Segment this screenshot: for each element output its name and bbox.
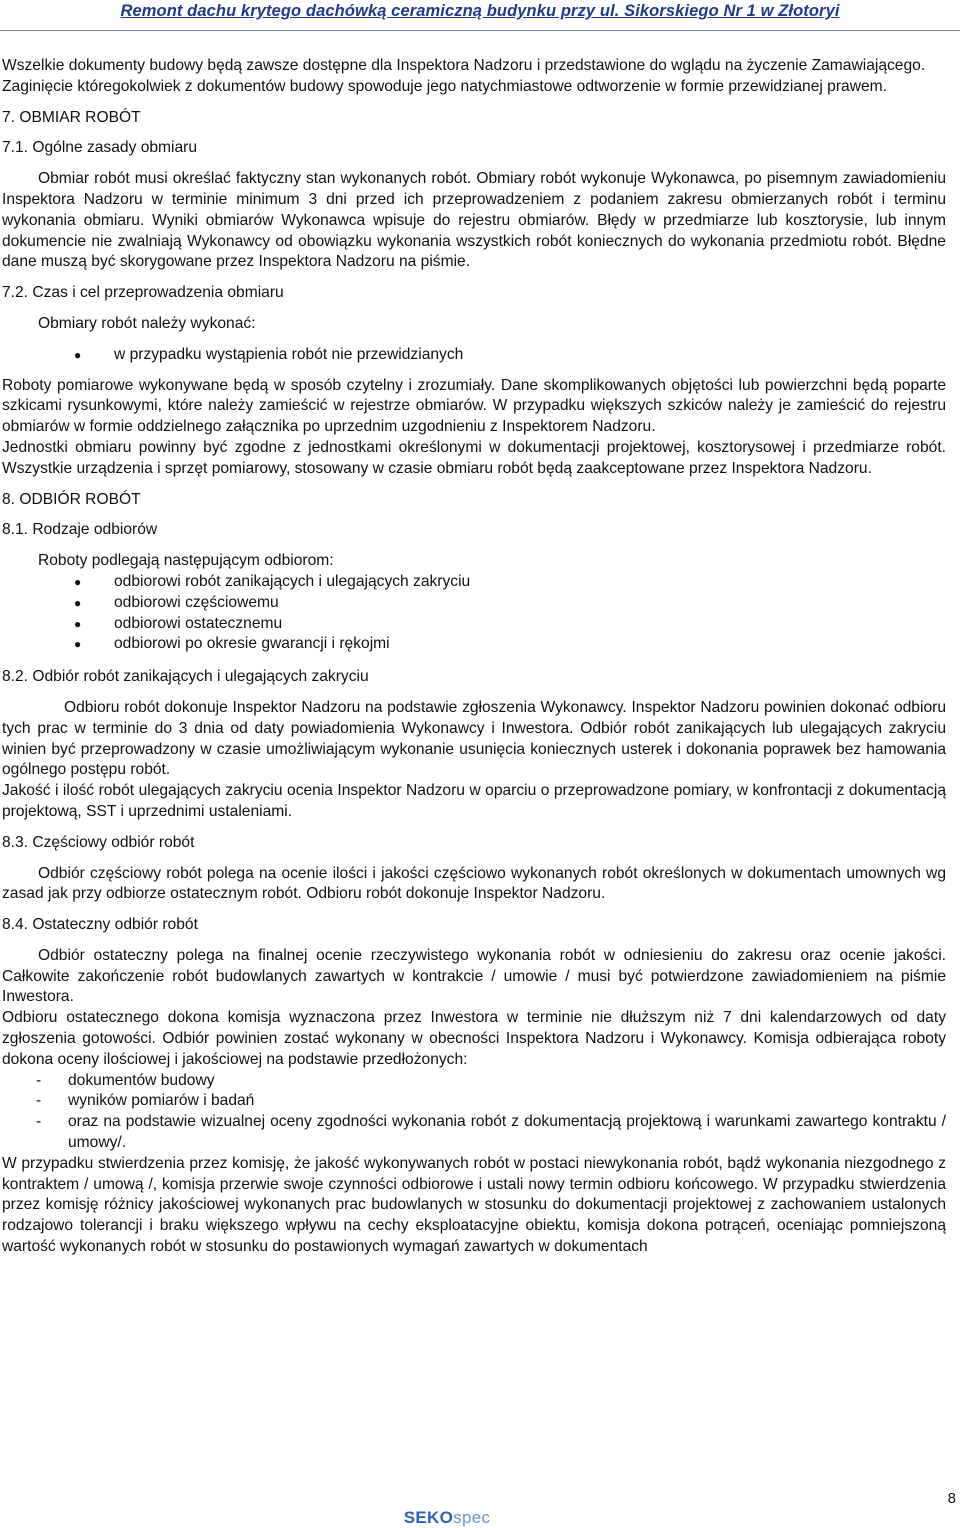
- list-item: ● w przypadku wystąpienia robót nie przewidzianych: [2, 345, 946, 366]
- section-8-4-paragraph-2: Odbioru ostatecznego dokona komisja wyznaczona przez Inwestora w terminie nie dłuższym niż 7 dni kalendarzowych od daty zgłoszenia gotowości. Odbiór powinien zostać wykonany w obecności Inspektora Nadzoru i Wykonawcy. Komisja odbierająca roboty dokona oceny ilościowej i jakościowej na podstawie przedłożonych:: [2, 1009, 946, 1068]
- list-item: ● odbiorowi po okresie gwarancji i rękojmi: [2, 634, 946, 655]
- section-8-1-heading: 8.1. Rodzaje odbiorów: [2, 521, 158, 539]
- list-item: - oraz na podstawie wizualnej oceny zgodności wykonania robót z dokumentacją projektową i warunkami zawartego kontraktu / umowy/.: [36, 1113, 946, 1152]
- section-8-4-heading: 8.4. Ostateczny odbiór robót: [2, 916, 198, 934]
- section-7-2-bullet-list: [2, 345, 946, 366]
- section-7-2-lead: Obmiary robót należy wykonać:: [38, 314, 256, 332]
- page-number: 8: [947, 1490, 956, 1507]
- logo-text-secondary: spec: [453, 1508, 491, 1527]
- bullet-icon: ●: [74, 595, 82, 610]
- section-7-2-heading: 7.2. Czas i cel przeprowadzenia obmiaru: [2, 284, 284, 302]
- list-item: - dokumentów budowy: [36, 1071, 215, 1089]
- section-7-2-paragraph-1: Roboty pomiarowe wykonywane będą w sposób czytelny i zrozumiały. Dane skomplikowanych objętości lub powierzchni będą poparte szkicami rysunkowymi, które należy zamieścić w rejestrze obmiarów. W przypadku większych szkiców należy je zamieścić do rejestru obmiarów w formie oddzielnego załącznika po uprzednim uzgodnieniu z Inspektorem Nadzoru.: [2, 376, 946, 436]
- section-8-1-bullet-list: [2, 572, 946, 655]
- section-8-heading: 8. ODBIÓR ROBÓT: [2, 490, 141, 508]
- section-8-1-lead: Roboty podlegają następującym odbiorom:: [38, 552, 334, 570]
- list-item: ● odbiorowi częściowemu: [2, 593, 946, 614]
- intro-paragraph-2: Zaginięcie któregokolwiek z dokumentów budowy spowoduje jego natychmiastowe odtworzenie w formie przewidzianej prawem.: [2, 77, 887, 95]
- section-8-2-heading: 8.2. Odbiór robót zanikających i ulegających zakryciu: [2, 668, 369, 686]
- bullet-icon: ●: [74, 637, 82, 652]
- section-8-4-paragraph-3: W przypadku stwierdzenia przez komisję, że jakość wykonywanych robót w postaci niewykonania robót, bądź wykonania niezgodnego z kontraktem / umową /, komisja przerwie swoje czynności odbiorowe i ustali nowy termin odbioru końcowego. W przypadku stwierdzenia przez komisję różnicy jakościowej wykonanych prac budowlanych w stosunku do dokumentacji projektowej z zachowaniem ustalonych rodzajowo tolerancji i braku większego wpływu na cechy eksploatacyjne obiektu, komisja dokona potrąceń, oceniając pomniejszoną wartość wykonanych robót w stosunku do postawionych wymagań zawartych w dokumentach: [2, 1154, 946, 1256]
- page-header: [0, 0, 960, 30]
- section-8-4-paragraph-1: Odbiór ostateczny polega na finalnej ocenie rzeczywistego wykonania robót w odniesieniu do zakresu oraz ocenie jakości. Całkowite zakończenie robót budowlanych zawartych w kontrakcie / umowie / musi być potwierdzone zawiadomieniem na piśmie Inwestora.: [2, 946, 946, 1006]
- intro-paragraph-1: Wszelkie dokumenty budowy będą zawsze dostępne dla Inspektora Nadzoru i przedstawione do wglądu na życzenie Zamawiającego.: [2, 57, 926, 74]
- list-item: ● odbiorowi robót zanikających i ulegających zakryciu: [2, 572, 946, 593]
- section-7-1-heading: 7.1. Ogólne zasady obmiaru: [2, 139, 198, 157]
- document-title: Remont dachu krytego dachówką ceramiczną budynku przy ul. Sikorskiego Nr 1 w Złotoryi: [120, 2, 840, 20]
- bullet-icon: ●: [74, 347, 82, 362]
- company-logo: [0, 1508, 894, 1528]
- section-7-1-paragraph: Obmiar robót musi określać faktyczny stan wykonanych robót. Obmiary robót wykonuje Wykonawca, po pisemnym zawiadomieniu Inspektora Nadzoru w terminie minimum 3 dni przed ich przeprowadzeniem z podaniem zakresu obmierzanych robót i terminu wykonania obmiaru. Wyniki obmiarów Wykonawca wpisuje do rejestru obmiarów. Błędy w przedmiarze lub kosztorysie, lub innym dokumencie nie zwalniają Wykonawcy od obowiązku wykonania wszystkich robót koniecznych do wykonania przedmiotu robót. Błędne dane muszą być skorygowane przez Inspektora Nadzoru na piśmie.: [2, 170, 946, 271]
- section-8-3-heading: 8.3. Częściowy odbiór robót: [2, 833, 195, 851]
- section-8-3-paragraph: Odbiór częściowy robót polega na ocenie ilości i jakości częściowo wykonanych robót określonych w dokumentach umownych wg zasad jak przy odbiorze ostatecznym robót. Odbioru robót dokonuje Inspektor Nadzoru.: [2, 864, 946, 903]
- bullet-icon: ●: [74, 574, 82, 589]
- section-8-2-paragraph-2: Jakość i ilość robót ulegających zakryciu ocenia Inspektor Nadzoru w oparciu o przeprowadzone pomiary, w konfrontacji z dokumentacją projektową, SST i uprzednimi ustaleniami.: [2, 782, 946, 820]
- logo-text-primary: SEKO: [403, 1508, 454, 1527]
- document-body: [2, 56, 946, 1258]
- list-item: ● odbiorowi ostatecznemu: [2, 614, 946, 635]
- section-7-heading: 7. OBMIAR ROBÓT: [2, 108, 141, 126]
- section-8-2-paragraph-1: Odbioru robót dokonuje Inspektor Nadzoru na podstawie zgłoszenia Wykonawcy. Inspektor Nadzoru powinien dokonać odbioru tych prac w terminie do 3 dnia od daty powiadomienia Wykonawcy i Inwestora. Odbiór robót zanikających lub ulegających zakryciu winien być przeprowadzony w czasie umożliwiającym wykonanie usunięcia koniecznych usterek i dokonania poprawek bez hamowania ogólnego postępu robót.: [2, 698, 946, 779]
- section-8-4-dash-list: [2, 1071, 946, 1154]
- list-item: - wyników pomiarów i badań: [36, 1092, 255, 1110]
- bullet-icon: ●: [74, 616, 82, 631]
- section-7-2-paragraph-2: Jednostki obmiaru powinny być zgodne z jednostkami określonymi w dokumentacji projektowej, kosztorysowej i przedmiarze robót. Wszystkie urządzenia i sprzęt pomiarowy, stosowany w czasie obmiaru robót będą zaakceptowane przez Inspektora Nadzoru.: [2, 438, 946, 477]
- header-divider: [0, 30, 960, 31]
